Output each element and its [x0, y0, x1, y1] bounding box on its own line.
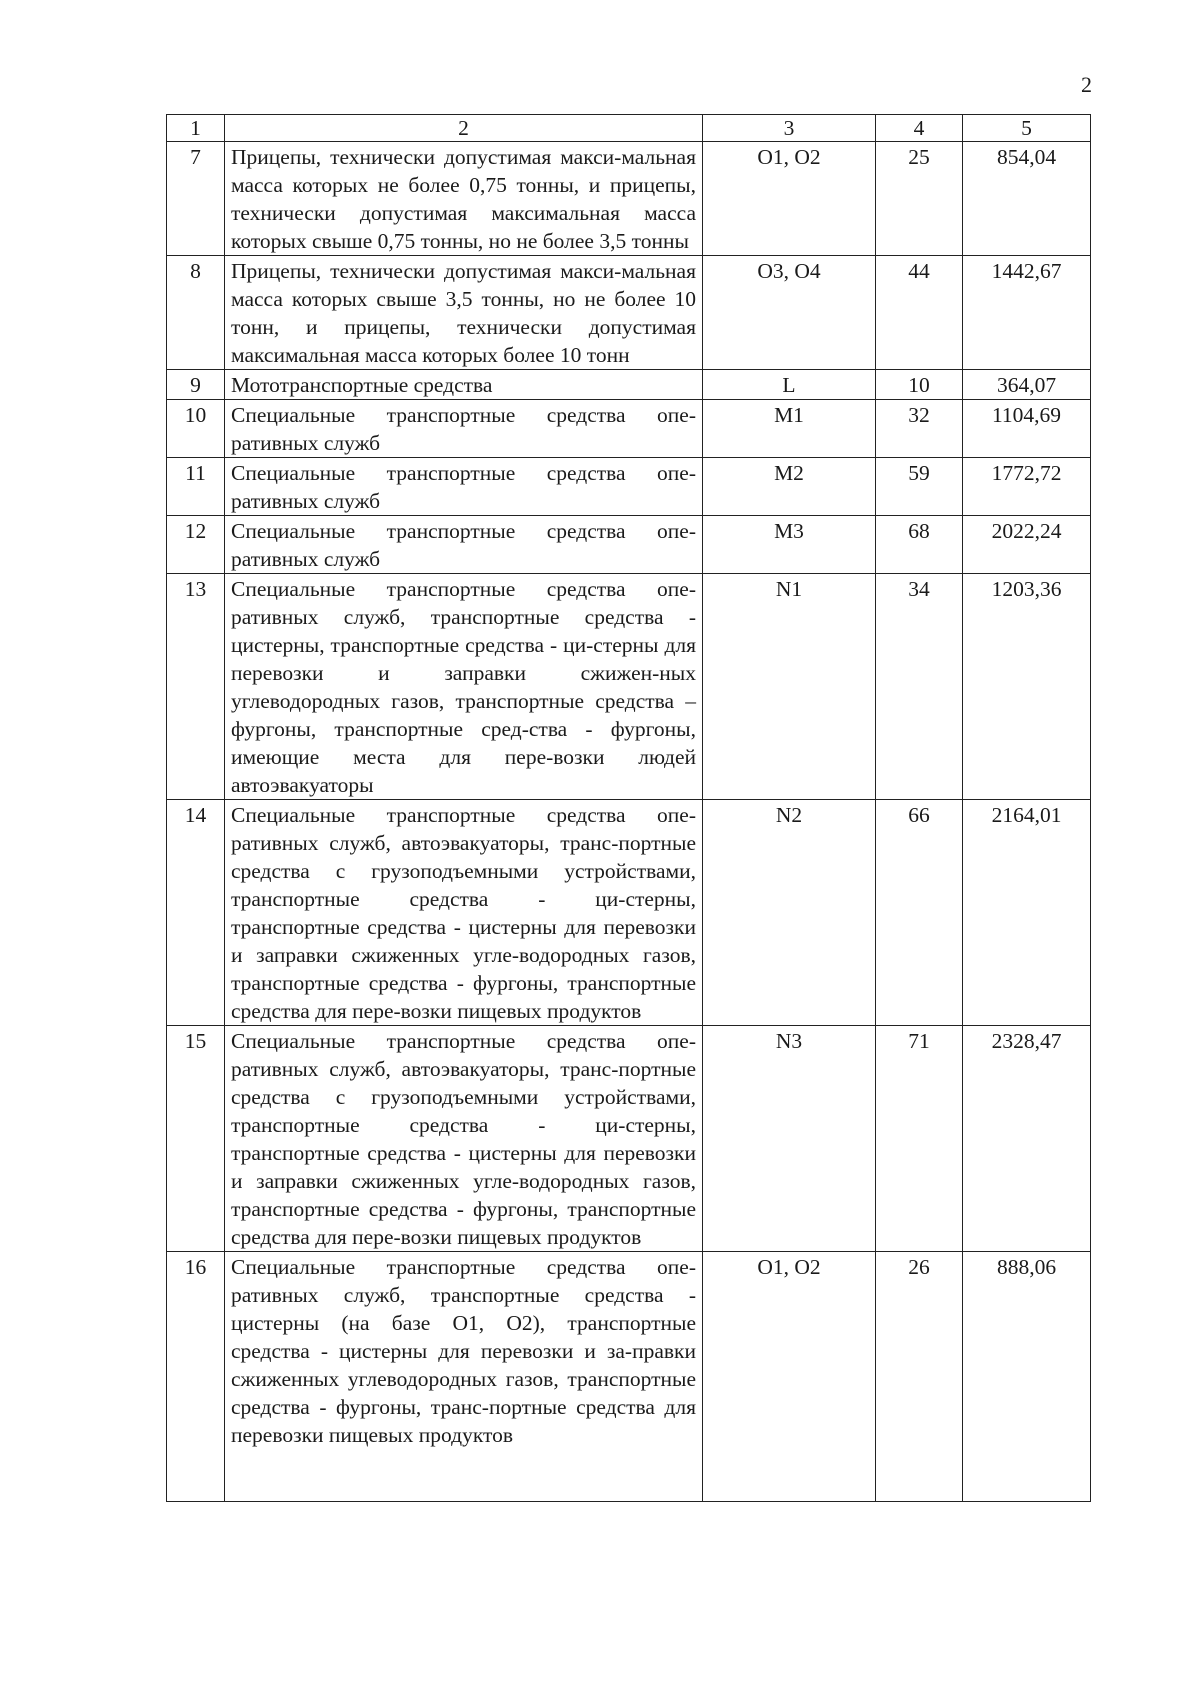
table-row: [167, 1252, 1091, 1502]
vehicle-description: Специальные транспортные средства опе-ративных служб: [225, 458, 703, 516]
table-row: [167, 458, 1091, 516]
col5-value: 2328,47: [963, 1026, 1091, 1252]
table-row: [167, 370, 1091, 400]
col5-value: 1104,69: [963, 400, 1091, 458]
header-col-4: 4: [876, 115, 963, 142]
vehicle-description: Специальные транспортные средства опе-ративных служб, транспортные средства - цистерны, транспортные средства - ци-стерны для перевозки и заправки сжижен-ных углеводородных газов, транспортные средства – фургоны, транспортные сред-ства - фургоны, имеющие места для пере-возки людей автоэвакуаторы: [225, 574, 703, 800]
col4-value: 71: [876, 1026, 963, 1252]
row-number: 10: [167, 400, 225, 458]
header-col-5: 5: [963, 115, 1091, 142]
row-number: 13: [167, 574, 225, 800]
table-row: [167, 400, 1091, 458]
page-number: 2: [1081, 72, 1092, 97]
vehicle-category: L: [703, 370, 876, 400]
vehicle-category: N2: [703, 800, 876, 1026]
vehicle-description: Мототранспортные средства: [225, 370, 703, 400]
header-col-3: 3: [703, 115, 876, 142]
col4-value: 26: [876, 1252, 963, 1502]
row-number: 7: [167, 142, 225, 256]
col4-value: 59: [876, 458, 963, 516]
col5-value: 2164,01: [963, 800, 1091, 1026]
row-number: 8: [167, 256, 225, 370]
vehicle-description: Специальные транспортные средства опе-ративных служб: [225, 516, 703, 574]
col4-value: 10: [876, 370, 963, 400]
vehicle-category: M1: [703, 400, 876, 458]
vehicle-description: Специальные транспортные средства опе-ративных служб, автоэвакуаторы, транс-портные средства с грузоподъемными устройствами, транспортные средства - ци-стерны, транспортные средства - цистерны для перевозки и заправки сжиженных угле-водородных газов, транспортные средства - фургоны, транспортные средства для пере-возки пищевых продуктов: [225, 1026, 703, 1252]
table-header: [167, 115, 1091, 142]
col5-value: 854,04: [963, 142, 1091, 256]
col5-value: 888,06: [963, 1252, 1091, 1502]
row-number: 12: [167, 516, 225, 574]
vehicle-category: N3: [703, 1026, 876, 1252]
row-number: 9: [167, 370, 225, 400]
header-col-2: 2: [225, 115, 703, 142]
header-row: [167, 115, 1091, 142]
row-number: 14: [167, 800, 225, 1026]
vehicle-category: O1, O2: [703, 1252, 876, 1502]
vehicle-description: Специальные транспортные средства опе-ративных служб, автоэвакуаторы, транс-портные средства с грузоподъемными устройствами, транспортные средства - ци-стерны, транспортные средства - цистерны для перевозки и заправки сжиженных угле-водородных газов, транспортные средства - фургоны, транспортные средства для пере-возки пищевых продуктов: [225, 800, 703, 1026]
vehicle-description: Прицепы, технически допустимая макси-мальная масса которых не более 0,75 тонны, и прицепы, технически допустимая максимальная масса которых свыше 0,75 тонны, но не более 3,5 тонны: [225, 142, 703, 256]
vehicle-category: O1, O2: [703, 142, 876, 256]
table-row: [167, 142, 1091, 256]
table-row: [167, 574, 1091, 800]
col5-value: 2022,24: [963, 516, 1091, 574]
col4-value: 66: [876, 800, 963, 1026]
col4-value: 68: [876, 516, 963, 574]
row-number: 16: [167, 1252, 225, 1502]
tariff-table: [166, 114, 1091, 1502]
table-row: [167, 516, 1091, 574]
col5-value: 364,07: [963, 370, 1091, 400]
col5-value: 1772,72: [963, 458, 1091, 516]
row-number: 15: [167, 1026, 225, 1252]
table-row: [167, 256, 1091, 370]
table-row: [167, 800, 1091, 1026]
col4-value: 34: [876, 574, 963, 800]
vehicle-category: O3, O4: [703, 256, 876, 370]
col4-value: 25: [876, 142, 963, 256]
col4-value: 44: [876, 256, 963, 370]
vehicle-description: Специальные транспортные средства опе-ративных служб, транспортные средства - цистерны (на базе O1, O2), транспортные средства - цистерны для перевозки и за-правки сжиженных углеводородных газов, транспортные средства - фургоны, транс-портные средства для перевозки пищевых продуктов: [225, 1252, 703, 1502]
vehicle-category: N1: [703, 574, 876, 800]
vehicle-category: M2: [703, 458, 876, 516]
col5-value: 1442,67: [963, 256, 1091, 370]
vehicle-description: Прицепы, технически допустимая макси-мальная масса которых свыше 3,5 тонны, но не более 10 тонн, и прицепы, технически допустимая максимальная масса которых более 10 тонн: [225, 256, 703, 370]
col4-value: 32: [876, 400, 963, 458]
table-row: [167, 1026, 1091, 1252]
header-col-1: 1: [167, 115, 225, 142]
vehicle-category: M3: [703, 516, 876, 574]
row-number: 11: [167, 458, 225, 516]
col5-value: 1203,36: [963, 574, 1091, 800]
table-body: [167, 142, 1091, 1502]
vehicle-description: Специальные транспортные средства опе-ративных служб: [225, 400, 703, 458]
